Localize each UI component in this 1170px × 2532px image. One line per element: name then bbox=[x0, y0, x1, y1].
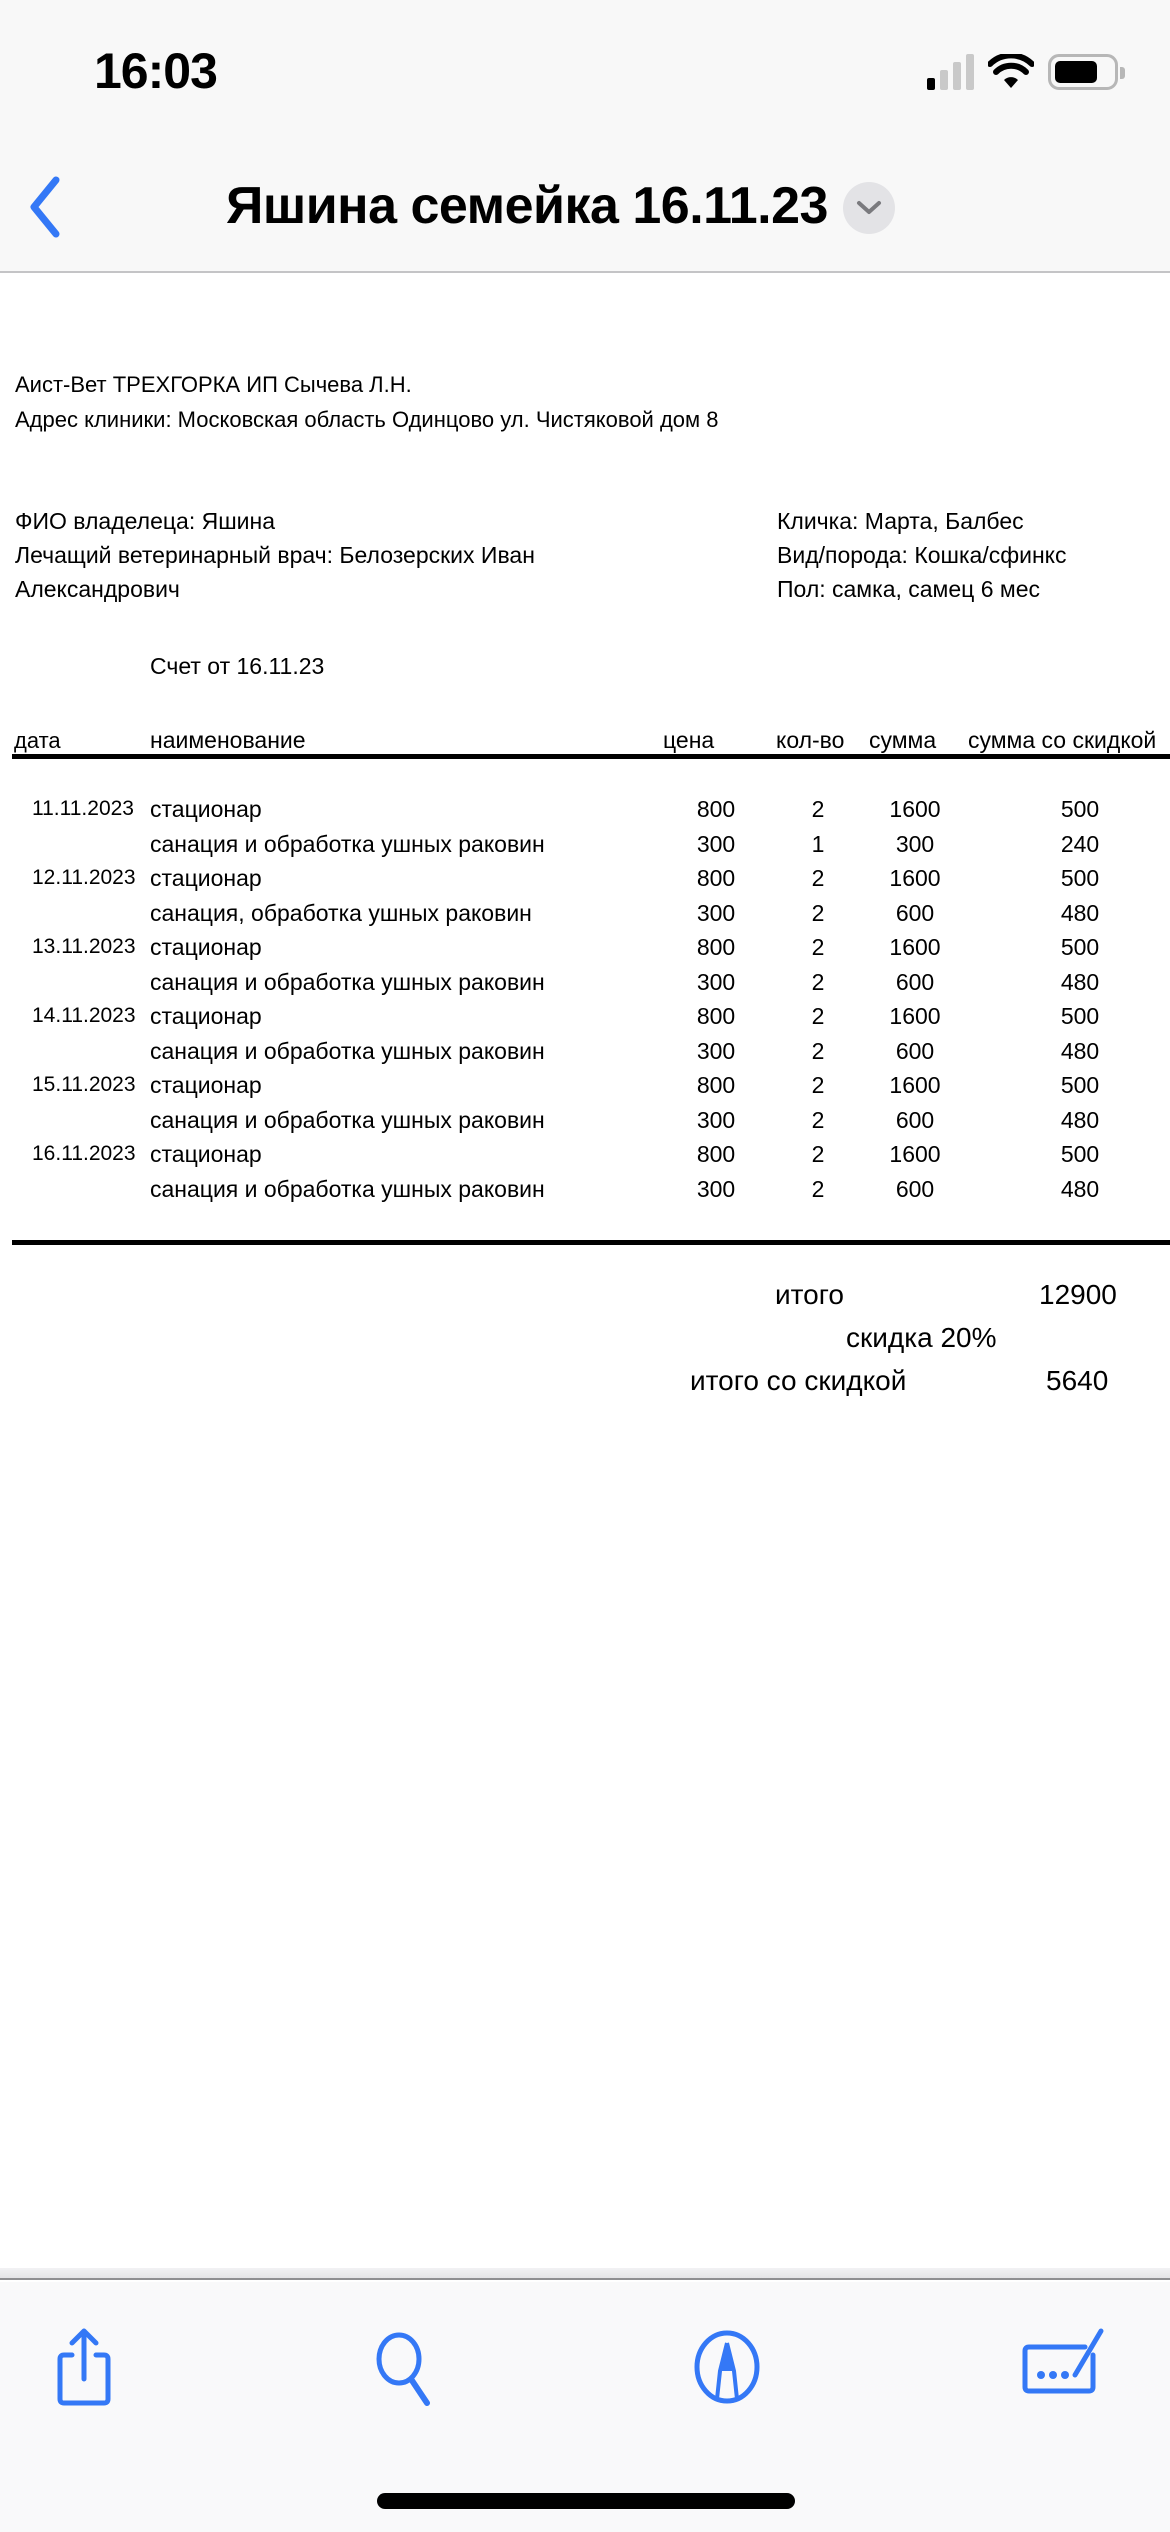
row-price: 800 bbox=[696, 1003, 736, 1029]
row-sum: 600 bbox=[895, 1106, 935, 1133]
table-row bbox=[0, 1037, 1170, 1071]
row-date: 12.11.2023 bbox=[32, 866, 136, 889]
row-quantity: 2 bbox=[811, 1037, 825, 1064]
table-row bbox=[0, 1071, 1170, 1105]
pet-sex: Пол: самка, самец 6 мес bbox=[777, 576, 1041, 602]
col-header-name: наименование bbox=[150, 727, 306, 753]
row-date: 15.11.2023 bbox=[32, 1073, 136, 1096]
table-row bbox=[0, 968, 1170, 1002]
row-sum: 1600 bbox=[889, 1141, 941, 1167]
table-row bbox=[0, 933, 1170, 967]
chevron-down-icon bbox=[856, 200, 882, 216]
home-indicator[interactable] bbox=[377, 2493, 795, 2509]
chevron-left-icon bbox=[20, 172, 70, 242]
row-quantity: 2 bbox=[811, 934, 825, 960]
total-value: 12900 bbox=[1039, 1279, 1117, 1310]
table-row bbox=[0, 864, 1170, 898]
row-quantity: 2 bbox=[811, 899, 825, 926]
table-row bbox=[0, 1140, 1170, 1174]
col-header-sum: сумма bbox=[869, 727, 937, 753]
row-date: 14.11.2023 bbox=[32, 1004, 136, 1027]
row-discounted-sum: 480 bbox=[1060, 1037, 1100, 1064]
row-discounted-sum: 500 bbox=[1060, 1003, 1100, 1029]
row-discounted-sum: 500 bbox=[1060, 796, 1100, 822]
doctor-name-line-2: Александрович bbox=[15, 576, 180, 602]
row-sum: 600 bbox=[895, 968, 935, 995]
row-service-name: санация и обработка ушных раковин bbox=[150, 968, 545, 995]
search-button[interactable] bbox=[364, 2322, 444, 2412]
top-bar bbox=[0, 0, 1170, 273]
markup-button[interactable] bbox=[687, 2322, 767, 2412]
row-discounted-sum: 500 bbox=[1060, 865, 1100, 891]
row-discounted-sum: 500 bbox=[1060, 1141, 1100, 1167]
row-sum: 600 bbox=[895, 1175, 935, 1202]
table-row bbox=[0, 899, 1170, 933]
share-button[interactable] bbox=[44, 2322, 124, 2412]
header-divider bbox=[12, 754, 1170, 759]
row-date: 13.11.2023 bbox=[32, 935, 136, 958]
toolbar-divider bbox=[0, 2268, 1170, 2280]
row-price: 800 bbox=[696, 934, 736, 960]
discounted-total-value: 5640 bbox=[1046, 1365, 1109, 1396]
row-price: 300 bbox=[696, 1037, 736, 1064]
clinic-address: Адрес клиники: Московская область Одинцово ул. Чистяковой дом 8 bbox=[15, 407, 719, 432]
discount-label: скидка 20% bbox=[846, 1322, 997, 1353]
row-quantity: 2 bbox=[811, 1106, 825, 1133]
row-price: 300 bbox=[696, 899, 736, 926]
row-service-name: стационар bbox=[150, 1003, 262, 1029]
table-row bbox=[0, 1175, 1170, 1209]
total-label: итого bbox=[775, 1279, 844, 1310]
row-service-name: стационар bbox=[150, 865, 262, 891]
row-service-name: санация и обработка ушных раковин bbox=[150, 1037, 545, 1064]
row-sum: 600 bbox=[895, 899, 935, 926]
row-sum: 1600 bbox=[889, 1003, 941, 1029]
row-discounted-sum: 240 bbox=[1060, 830, 1100, 857]
col-header-price: цена bbox=[663, 727, 715, 753]
battery-icon bbox=[1048, 54, 1118, 90]
row-sum: 1600 bbox=[889, 796, 941, 822]
row-sum: 1600 bbox=[889, 1072, 941, 1098]
row-quantity: 2 bbox=[811, 865, 825, 891]
status-icons bbox=[927, 54, 1118, 90]
row-quantity: 1 bbox=[811, 830, 825, 857]
table-row bbox=[0, 795, 1170, 829]
search-icon bbox=[369, 2327, 439, 2407]
discounted-total-label: итого со скидкой bbox=[690, 1365, 907, 1396]
col-header-qty: кол-во bbox=[776, 727, 845, 753]
row-service-name: санация и обработка ушных раковин bbox=[150, 1106, 545, 1133]
row-sum: 1600 bbox=[889, 934, 941, 960]
doctor-name-line-1: Лечащий ветеринарный врач: Белозерских Иван bbox=[15, 542, 535, 568]
back-button[interactable] bbox=[20, 172, 70, 242]
signature-icon bbox=[1015, 2327, 1115, 2407]
row-quantity: 2 bbox=[811, 1141, 825, 1167]
invoice-title: Счет от 16.11.23 bbox=[150, 653, 325, 679]
row-quantity: 2 bbox=[811, 1072, 825, 1098]
table-bottom-divider bbox=[12, 1240, 1170, 1245]
row-price: 800 bbox=[696, 1072, 736, 1098]
row-date: 11.11.2023 bbox=[32, 797, 134, 820]
row-service-name: санация и обработка ушных раковин bbox=[150, 1175, 545, 1202]
row-quantity: 2 bbox=[811, 796, 825, 822]
row-price: 300 bbox=[696, 1175, 736, 1202]
row-discounted-sum: 480 bbox=[1060, 899, 1100, 926]
pet-names: Кличка: Марта, Балбес bbox=[777, 508, 1024, 534]
clinic-name: Аист-Вет ТРЕХГОРКА ИП Сычева Л.Н. bbox=[15, 372, 412, 397]
row-service-name: санация и обработка ушных раковин bbox=[150, 830, 545, 857]
table-row bbox=[0, 1002, 1170, 1036]
owner-name: ФИО владелеца: Яшина bbox=[15, 508, 276, 534]
markup-pen-icon bbox=[692, 2327, 762, 2407]
title-menu-button[interactable] bbox=[843, 182, 895, 234]
row-discounted-sum: 480 bbox=[1060, 968, 1100, 995]
row-price: 800 bbox=[696, 796, 736, 822]
row-price: 800 bbox=[696, 1141, 736, 1167]
pet-species: Вид/порода: Кошка/сфинкс bbox=[777, 542, 1067, 568]
wifi-icon bbox=[988, 54, 1034, 90]
cellular-signal-icon bbox=[927, 54, 974, 90]
row-price: 300 bbox=[696, 1106, 736, 1133]
row-quantity: 2 bbox=[811, 1175, 825, 1202]
table-row bbox=[0, 830, 1170, 864]
row-service-name: стационар bbox=[150, 1141, 262, 1167]
row-discounted-sum: 480 bbox=[1060, 1175, 1100, 1202]
row-discounted-sum: 500 bbox=[1060, 934, 1100, 960]
row-service-name: стационар bbox=[150, 934, 262, 960]
share-icon bbox=[54, 2327, 114, 2407]
row-service-name: стационар bbox=[150, 796, 262, 822]
document-title[interactable]: Яшина семейка 16.11.23 bbox=[226, 177, 828, 235]
row-sum: 1600 bbox=[889, 865, 941, 891]
row-price: 300 bbox=[696, 968, 736, 995]
row-discounted-sum: 500 bbox=[1060, 1072, 1100, 1098]
fill-and-sign-button[interactable] bbox=[1010, 2322, 1120, 2412]
table-row bbox=[0, 1106, 1170, 1140]
row-quantity: 2 bbox=[811, 968, 825, 995]
row-sum: 600 bbox=[895, 1037, 935, 1064]
row-date: 16.11.2023 bbox=[32, 1142, 136, 1165]
row-price: 300 bbox=[696, 830, 736, 857]
row-service-name: стационар bbox=[150, 1072, 262, 1098]
row-price: 800 bbox=[696, 865, 736, 891]
pdf-document bbox=[0, 275, 1170, 2270]
row-sum: 300 bbox=[895, 830, 935, 857]
row-service-name: санация, обработка ушных раковин bbox=[150, 899, 532, 926]
row-discounted-sum: 480 bbox=[1060, 1106, 1100, 1133]
row-quantity: 2 bbox=[811, 1003, 825, 1029]
col-header-date: дата bbox=[14, 728, 61, 753]
col-header-discounted: сумма со скидкой bbox=[968, 727, 1157, 753]
status-time: 16:03 bbox=[94, 43, 217, 99]
